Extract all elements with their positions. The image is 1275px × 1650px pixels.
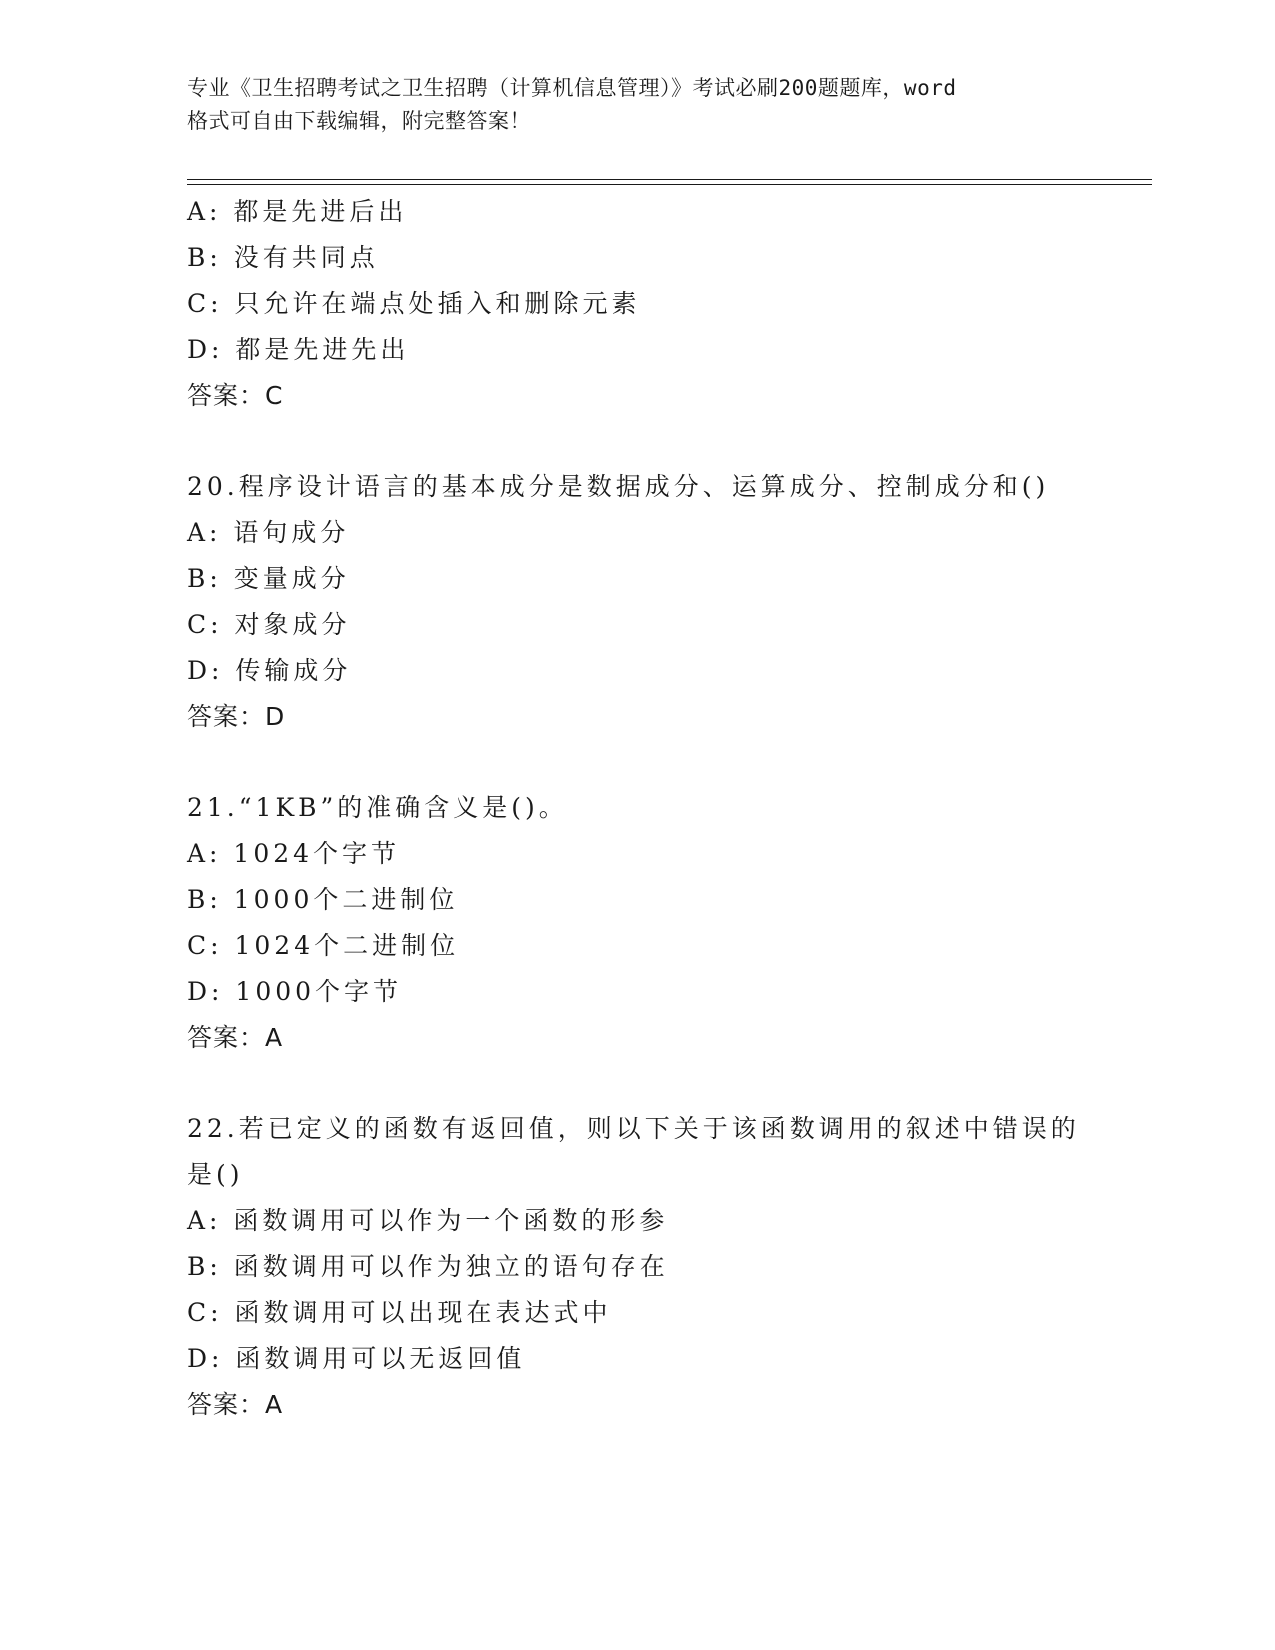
option-c: C: 只允许在端点处插入和删除元素 bbox=[187, 289, 641, 318]
document-header bbox=[187, 72, 1087, 138]
answer: 答案：C bbox=[187, 381, 284, 410]
option-c: C: 对象成分 bbox=[187, 610, 351, 639]
answer: 答案：A bbox=[187, 1023, 284, 1052]
question-text-line-2: 是() bbox=[187, 1160, 244, 1189]
question-text-line-1: 22.若已定义的函数有返回值，则以下关于该函数调用的叙述中错误的 bbox=[187, 1114, 1080, 1143]
header-divider-top bbox=[187, 179, 1152, 180]
option-a: A: 都是先进后出 bbox=[187, 197, 408, 226]
answer: 答案：A bbox=[187, 1390, 284, 1419]
header-divider-bottom bbox=[187, 184, 1152, 185]
option-a: A: 语句成分 bbox=[187, 518, 350, 547]
option-d: D: 传输成分 bbox=[187, 656, 352, 685]
question-text: 21.“1KB”的准确含义是()。 bbox=[187, 793, 568, 822]
option-c: C: 函数调用可以出现在表达式中 bbox=[187, 1298, 612, 1327]
option-a: A: 函数调用可以作为一个函数的形参 bbox=[187, 1206, 669, 1235]
option-c: C: 1024个二进制位 bbox=[187, 931, 460, 960]
header-title-line-2: 格式可自由下载编辑，附完整答案！ bbox=[187, 109, 531, 133]
option-b: B: 函数调用可以作为独立的语句存在 bbox=[187, 1252, 669, 1281]
spacer bbox=[187, 419, 1087, 464]
question-block-19 bbox=[187, 189, 1087, 419]
option-b: B: 没有共同点 bbox=[187, 243, 379, 272]
option-b: B: 1000个二进制位 bbox=[187, 885, 459, 914]
question-block-22 bbox=[187, 1106, 1087, 1428]
header-title-line-1: 专业《卫生招聘考试之卫生招聘（计算机信息管理）》考试必刷200题题库，word bbox=[187, 76, 957, 100]
option-b: B: 变量成分 bbox=[187, 564, 350, 593]
question-block-21 bbox=[187, 785, 1087, 1061]
option-d: D: 函数调用可以无返回值 bbox=[187, 1344, 526, 1373]
question-list bbox=[187, 189, 1087, 1428]
question-block-20 bbox=[187, 464, 1087, 740]
option-a: A: 1024个字节 bbox=[187, 839, 401, 868]
option-d: D: 都是先进先出 bbox=[187, 335, 410, 364]
option-d: D: 1000个字节 bbox=[187, 977, 403, 1006]
question-text: 20.程序设计语言的基本成分是数据成分、运算成分、控制成分和() bbox=[187, 472, 1050, 501]
answer: 答案：D bbox=[187, 702, 286, 731]
spacer bbox=[187, 740, 1087, 785]
spacer bbox=[187, 1061, 1087, 1106]
